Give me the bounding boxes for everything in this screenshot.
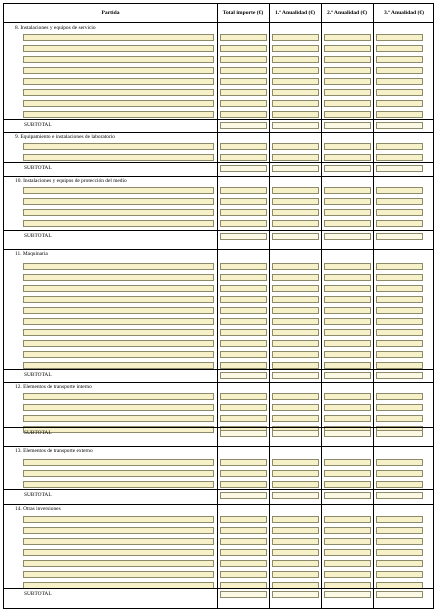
input-total[interactable]	[220, 404, 267, 411]
input-anualidad-2[interactable]	[324, 78, 371, 85]
input-anualidad-2[interactable]	[324, 307, 371, 314]
input-anualidad-1[interactable]	[272, 187, 319, 194]
input-anualidad-1[interactable]	[272, 571, 319, 578]
input-anualidad-2[interactable]	[324, 351, 371, 358]
input-anualidad-3[interactable]	[376, 351, 423, 358]
input-anualidad-1[interactable]	[272, 538, 319, 545]
input-anualidad-3[interactable]	[376, 187, 423, 194]
input-partida[interactable]	[23, 549, 214, 556]
input-anualidad-2[interactable]	[324, 538, 371, 545]
input-anualidad-2[interactable]	[324, 362, 371, 369]
subtotal-label: SUBTOTAL	[24, 492, 52, 498]
input-total[interactable]	[220, 307, 267, 314]
header-total: Total importe (€)	[222, 10, 264, 16]
subtotal-anualidad-3[interactable]	[376, 233, 423, 240]
input-total[interactable]	[220, 571, 267, 578]
input-anualidad-2[interactable]	[324, 481, 371, 488]
input-total[interactable]	[220, 263, 267, 270]
column-divider	[217, 4, 218, 608]
input-anualidad-3[interactable]	[376, 209, 423, 216]
input-total[interactable]	[220, 78, 267, 85]
input-total[interactable]	[220, 329, 267, 336]
subtotal-divider	[4, 427, 433, 428]
input-partida[interactable]	[23, 209, 214, 216]
subtotal-total[interactable]	[220, 372, 267, 379]
input-anualidad-3[interactable]	[376, 470, 423, 477]
header-anualidad-2: 2.ª Anualidad (€)	[326, 10, 368, 16]
input-anualidad-2[interactable]	[324, 459, 371, 466]
input-total[interactable]	[220, 560, 267, 567]
subtotal-total[interactable]	[220, 122, 267, 129]
input-anualidad-2[interactable]	[324, 296, 371, 303]
input-partida[interactable]	[23, 560, 214, 567]
input-anualidad-3[interactable]	[376, 143, 423, 150]
input-total[interactable]	[220, 459, 267, 466]
subtotal-label: SUBTOTAL	[24, 430, 52, 436]
input-anualidad-3[interactable]	[376, 549, 423, 556]
subtotal-anualidad-2[interactable]	[324, 165, 371, 172]
subtotal-label: SUBTOTAL	[24, 233, 52, 239]
input-anualidad-1[interactable]	[272, 340, 319, 347]
input-partida[interactable]	[23, 263, 214, 270]
input-partida[interactable]	[23, 56, 214, 63]
input-anualidad-3[interactable]	[376, 318, 423, 325]
column-divider	[373, 4, 374, 608]
section-title: 9. Equipamiento e instalaciones de laboratorio	[15, 134, 115, 140]
subtotal-anualidad-3[interactable]	[376, 492, 423, 499]
subtotal-label: SUBTOTAL	[24, 591, 52, 597]
input-anualidad-1[interactable]	[272, 549, 319, 556]
input-partida[interactable]	[23, 89, 214, 96]
input-total[interactable]	[220, 516, 267, 523]
input-total[interactable]	[220, 538, 267, 545]
input-anualidad-1[interactable]	[272, 329, 319, 336]
input-anualidad-1[interactable]	[272, 34, 319, 41]
input-anualidad-3[interactable]	[376, 571, 423, 578]
subtotal-anualidad-2[interactable]	[324, 430, 371, 437]
input-anualidad-1[interactable]	[272, 285, 319, 292]
subtotal-total[interactable]	[220, 430, 267, 437]
input-anualidad-3[interactable]	[376, 56, 423, 63]
input-total[interactable]	[220, 67, 267, 74]
input-total[interactable]	[220, 481, 267, 488]
subtotal-anualidad-3[interactable]	[376, 591, 423, 598]
input-partida[interactable]	[23, 220, 214, 227]
section-divider	[4, 504, 433, 505]
section-title: 14. Otras inversiones	[15, 506, 61, 512]
subtotal-anualidad-1[interactable]	[272, 492, 319, 499]
subtotal-divider	[4, 489, 433, 490]
subtotal-divider	[4, 162, 433, 163]
input-anualidad-3[interactable]	[376, 527, 423, 534]
subtotal-total[interactable]	[220, 591, 267, 598]
input-anualidad-2[interactable]	[324, 516, 371, 523]
input-anualidad-2[interactable]	[324, 329, 371, 336]
section-title: 11. Maquinaria	[15, 251, 48, 257]
subtotal-anualidad-2[interactable]	[324, 591, 371, 598]
input-anualidad-2[interactable]	[324, 34, 371, 41]
input-anualidad-2[interactable]	[324, 154, 371, 161]
input-partida[interactable]	[23, 404, 214, 411]
input-total[interactable]	[220, 111, 267, 118]
input-total[interactable]	[220, 220, 267, 227]
input-anualidad-3[interactable]	[376, 538, 423, 545]
input-anualidad-1[interactable]	[272, 296, 319, 303]
input-anualidad-1[interactable]	[272, 393, 319, 400]
subtotal-anualidad-2[interactable]	[324, 233, 371, 240]
input-anualidad-2[interactable]	[324, 527, 371, 534]
input-anualidad-3[interactable]	[376, 274, 423, 281]
input-total[interactable]	[220, 415, 267, 422]
input-anualidad-3[interactable]	[376, 34, 423, 41]
input-anualidad-1[interactable]	[272, 220, 319, 227]
input-anualidad-2[interactable]	[324, 209, 371, 216]
subtotal-label: SUBTOTAL	[24, 372, 52, 378]
input-anualidad-2[interactable]	[324, 340, 371, 347]
input-anualidad-2[interactable]	[324, 143, 371, 150]
subtotal-anualidad-1[interactable]	[272, 372, 319, 379]
input-partida[interactable]	[23, 340, 214, 347]
input-partida[interactable]	[23, 527, 214, 534]
input-anualidad-2[interactable]	[324, 318, 371, 325]
header-anualidad-3: 3.ª Anualidad (€)	[383, 10, 425, 16]
input-anualidad-1[interactable]	[272, 143, 319, 150]
input-total[interactable]	[220, 198, 267, 205]
section-divider	[4, 249, 433, 250]
input-total[interactable]	[220, 318, 267, 325]
input-partida[interactable]	[23, 154, 214, 161]
input-anualidad-2[interactable]	[324, 89, 371, 96]
input-anualidad-1[interactable]	[272, 56, 319, 63]
input-anualidad-2[interactable]	[324, 100, 371, 107]
input-total[interactable]	[220, 209, 267, 216]
input-anualidad-1[interactable]	[272, 78, 319, 85]
input-anualidad-3[interactable]	[376, 45, 423, 52]
input-anualidad-1[interactable]	[272, 560, 319, 567]
input-partida[interactable]	[23, 285, 214, 292]
input-anualidad-3[interactable]	[376, 415, 423, 422]
input-total[interactable]	[220, 143, 267, 150]
input-anualidad-2[interactable]	[324, 404, 371, 411]
input-anualidad-3[interactable]	[376, 220, 423, 227]
input-total[interactable]	[220, 100, 267, 107]
input-partida[interactable]	[23, 318, 214, 325]
input-anualidad-3[interactable]	[376, 404, 423, 411]
subtotal-anualidad-2[interactable]	[324, 492, 371, 499]
input-anualidad-1[interactable]	[272, 404, 319, 411]
input-partida[interactable]	[23, 67, 214, 74]
input-partida[interactable]	[23, 415, 214, 422]
input-anualidad-3[interactable]	[376, 89, 423, 96]
input-partida[interactable]	[23, 187, 214, 194]
input-anualidad-1[interactable]	[272, 100, 319, 107]
subtotal-anualidad-1[interactable]	[272, 430, 319, 437]
input-anualidad-1[interactable]	[272, 45, 319, 52]
input-partida[interactable]	[23, 362, 214, 369]
input-total[interactable]	[220, 549, 267, 556]
input-anualidad-3[interactable]	[376, 481, 423, 488]
input-anualidad-3[interactable]	[376, 100, 423, 107]
subtotal-anualidad-1[interactable]	[272, 591, 319, 598]
subtotal-divider	[4, 230, 433, 231]
input-total[interactable]	[220, 89, 267, 96]
input-anualidad-2[interactable]	[324, 285, 371, 292]
input-total[interactable]	[220, 351, 267, 358]
input-partida[interactable]	[23, 296, 214, 303]
investment-form	[3, 3, 434, 609]
input-anualidad-3[interactable]	[376, 362, 423, 369]
input-total[interactable]	[220, 362, 267, 369]
input-anualidad-2[interactable]	[324, 56, 371, 63]
input-partida[interactable]	[23, 34, 214, 41]
input-anualidad-3[interactable]	[376, 516, 423, 523]
input-anualidad-2[interactable]	[324, 263, 371, 270]
subtotal-anualidad-3[interactable]	[376, 165, 423, 172]
input-anualidad-2[interactable]	[324, 470, 371, 477]
subtotal-label: SUBTOTAL	[24, 122, 52, 128]
input-partida[interactable]	[23, 516, 214, 523]
column-divider	[321, 4, 322, 608]
input-partida[interactable]	[23, 100, 214, 107]
input-anualidad-2[interactable]	[324, 571, 371, 578]
input-anualidad-3[interactable]	[376, 111, 423, 118]
input-partida[interactable]	[23, 143, 214, 150]
input-total[interactable]	[220, 56, 267, 63]
input-total[interactable]	[220, 274, 267, 281]
input-total[interactable]	[220, 34, 267, 41]
input-anualidad-3[interactable]	[376, 393, 423, 400]
input-anualidad-2[interactable]	[324, 415, 371, 422]
input-anualidad-3[interactable]	[376, 285, 423, 292]
subtotal-total[interactable]	[220, 233, 267, 240]
input-anualidad-3[interactable]	[376, 263, 423, 270]
input-partida[interactable]	[23, 274, 214, 281]
subtotal-anualidad-3[interactable]	[376, 122, 423, 129]
input-anualidad-1[interactable]	[272, 154, 319, 161]
input-anualidad-2[interactable]	[324, 198, 371, 205]
subtotal-anualidad-3[interactable]	[376, 430, 423, 437]
subtotal-anualidad-1[interactable]	[272, 233, 319, 240]
input-anualidad-3[interactable]	[376, 307, 423, 314]
subtotal-total[interactable]	[220, 165, 267, 172]
input-total[interactable]	[220, 187, 267, 194]
input-anualidad-2[interactable]	[324, 393, 371, 400]
input-total[interactable]	[220, 470, 267, 477]
input-total[interactable]	[220, 296, 267, 303]
input-anualidad-2[interactable]	[324, 560, 371, 567]
input-anualidad-2[interactable]	[324, 187, 371, 194]
input-total[interactable]	[220, 527, 267, 534]
input-anualidad-2[interactable]	[324, 220, 371, 227]
input-partida[interactable]	[23, 45, 214, 52]
subtotal-divider	[4, 588, 433, 589]
input-anualidad-3[interactable]	[376, 78, 423, 85]
input-anualidad-1[interactable]	[272, 111, 319, 118]
input-partida[interactable]	[23, 78, 214, 85]
input-anualidad-2[interactable]	[324, 67, 371, 74]
header-anualidad-1: 1.ª Anualidad (€)	[274, 10, 316, 16]
subtotal-divider	[4, 369, 433, 370]
input-anualidad-1[interactable]	[272, 209, 319, 216]
input-anualidad-1[interactable]	[272, 516, 319, 523]
subtotal-label: SUBTOTAL	[24, 165, 52, 171]
input-partida[interactable]	[23, 538, 214, 545]
input-anualidad-1[interactable]	[272, 362, 319, 369]
input-anualidad-2[interactable]	[324, 274, 371, 281]
header-divider	[4, 22, 433, 23]
input-partida[interactable]	[23, 351, 214, 358]
input-anualidad-1[interactable]	[272, 263, 319, 270]
input-partida[interactable]	[23, 111, 214, 118]
subtotal-anualidad-1[interactable]	[272, 122, 319, 129]
input-partida[interactable]	[23, 329, 214, 336]
input-total[interactable]	[220, 45, 267, 52]
input-anualidad-3[interactable]	[376, 198, 423, 205]
input-anualidad-1[interactable]	[272, 351, 319, 358]
subtotal-anualidad-2[interactable]	[324, 372, 371, 379]
input-partida[interactable]	[23, 393, 214, 400]
subtotal-anualidad-2[interactable]	[324, 122, 371, 129]
input-anualidad-2[interactable]	[324, 549, 371, 556]
input-total[interactable]	[220, 340, 267, 347]
input-anualidad-3[interactable]	[376, 329, 423, 336]
section-title: 10. Instalaciones y equipos de protección del medio	[15, 178, 127, 184]
section-title: 13. Elementos de transporte externo	[15, 448, 93, 454]
input-anualidad-1[interactable]	[272, 274, 319, 281]
input-anualidad-1[interactable]	[272, 307, 319, 314]
input-total[interactable]	[220, 285, 267, 292]
section-title: 12. Elementos de transporte interno	[15, 384, 92, 390]
input-anualidad-1[interactable]	[272, 481, 319, 488]
input-anualidad-1[interactable]	[272, 459, 319, 466]
header-partida: Partida	[101, 10, 120, 16]
input-anualidad-3[interactable]	[376, 67, 423, 74]
subtotal-anualidad-3[interactable]	[376, 372, 423, 379]
subtotal-divider	[4, 119, 433, 120]
subtotal-anualidad-1[interactable]	[272, 165, 319, 172]
input-total[interactable]	[220, 393, 267, 400]
input-anualidad-3[interactable]	[376, 560, 423, 567]
input-anualidad-1[interactable]	[272, 198, 319, 205]
input-anualidad-2[interactable]	[324, 111, 371, 118]
input-partida[interactable]	[23, 459, 214, 466]
column-divider	[269, 4, 270, 608]
input-anualidad-2[interactable]	[324, 45, 371, 52]
input-anualidad-1[interactable]	[272, 470, 319, 477]
input-anualidad-1[interactable]	[272, 89, 319, 96]
input-anualidad-1[interactable]	[272, 415, 319, 422]
input-total[interactable]	[220, 154, 267, 161]
input-anualidad-1[interactable]	[272, 527, 319, 534]
input-partida[interactable]	[23, 481, 214, 488]
subtotal-total[interactable]	[220, 492, 267, 499]
input-anualidad-3[interactable]	[376, 340, 423, 347]
input-anualidad-3[interactable]	[376, 296, 423, 303]
input-partida[interactable]	[23, 470, 214, 477]
input-partida[interactable]	[23, 571, 214, 578]
input-partida[interactable]	[23, 307, 214, 314]
section-title: 8. Instalaciones y equipos de servicio	[15, 25, 96, 31]
input-anualidad-1[interactable]	[272, 318, 319, 325]
input-anualidad-3[interactable]	[376, 459, 423, 466]
input-anualidad-1[interactable]	[272, 67, 319, 74]
input-partida[interactable]	[23, 198, 214, 205]
input-anualidad-3[interactable]	[376, 154, 423, 161]
